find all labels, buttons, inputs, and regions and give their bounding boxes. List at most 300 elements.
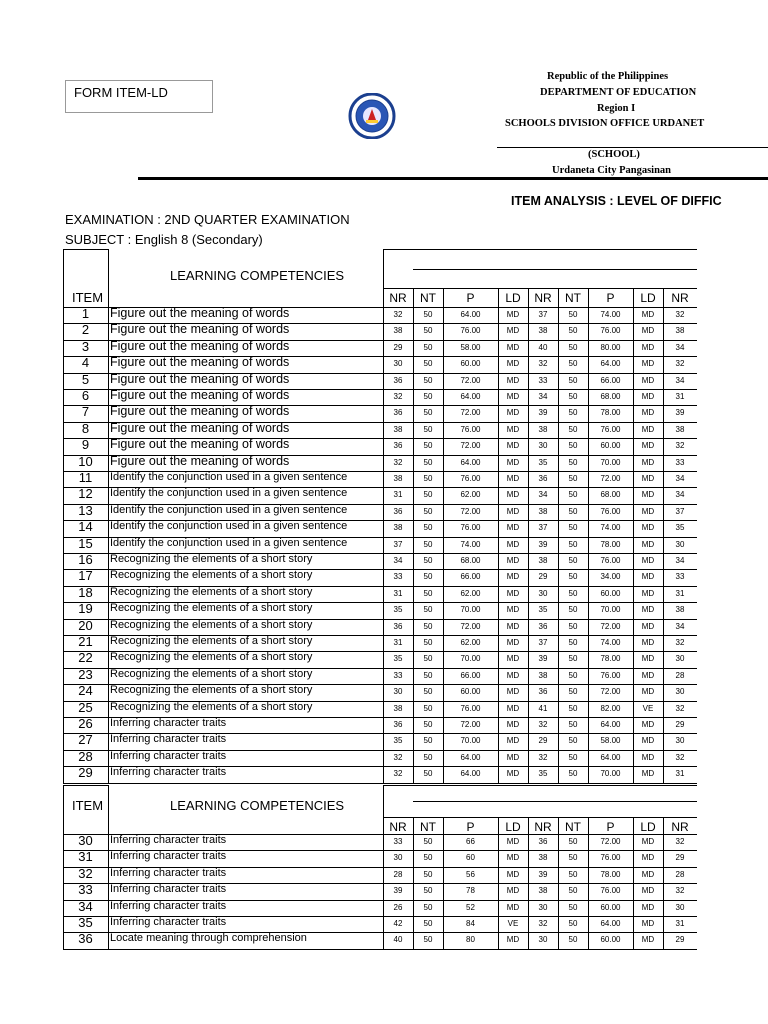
item-number: 28 bbox=[78, 748, 93, 764]
competency-text: Inferring character traits bbox=[110, 850, 227, 863]
item-number: 23 bbox=[78, 666, 93, 682]
table-cell: 35 bbox=[393, 654, 403, 664]
table-cell: 82.00 bbox=[600, 703, 621, 713]
item-number: 21 bbox=[78, 634, 93, 649]
table-cell: MD bbox=[641, 392, 655, 401]
table-cell: 64.00 bbox=[600, 752, 621, 762]
table-cell: 50 bbox=[423, 687, 433, 697]
table-cell: MD bbox=[641, 736, 655, 746]
table-cell: 38 bbox=[538, 670, 548, 680]
table-cell: 62.00 bbox=[460, 490, 481, 500]
table-cell: 50 bbox=[568, 408, 578, 418]
table-cell: MD bbox=[506, 670, 520, 680]
table-cell: 29 bbox=[675, 720, 685, 729]
table-cell: 72.00 bbox=[460, 621, 481, 631]
table-cell: 50 bbox=[423, 408, 433, 418]
item-number: 6 bbox=[81, 388, 90, 403]
table-cell: MD bbox=[506, 392, 520, 401]
table-cell: 50 bbox=[568, 703, 578, 713]
competency-text: Figure out the meaning of words bbox=[110, 437, 290, 452]
table-cell: MD bbox=[506, 869, 520, 879]
table-cell: 72.00 bbox=[460, 720, 481, 729]
table-cell: 58.00 bbox=[460, 342, 481, 352]
table-cell: 68.00 bbox=[600, 490, 621, 500]
table-cell: 62.00 bbox=[460, 638, 481, 647]
table-cell: 50 bbox=[568, 736, 578, 746]
competency-text: Figure out the meaning of words bbox=[110, 322, 290, 337]
competency-text: Inferring character traits bbox=[110, 749, 227, 762]
table-cell: 40 bbox=[393, 935, 403, 945]
item-number: 12 bbox=[78, 486, 93, 502]
table-cell: MD bbox=[641, 474, 655, 483]
school-location: Urdaneta City Pangasinan bbox=[552, 165, 672, 176]
table-cell: 50 bbox=[423, 523, 433, 533]
table-cell: 78.00 bbox=[600, 869, 621, 879]
table-cell: 50 bbox=[568, 869, 578, 879]
table-cell: 34 bbox=[393, 556, 403, 565]
deped-seal-icon bbox=[337, 93, 407, 139]
competency-text: Identify the conjunction used in a given sentence bbox=[110, 503, 348, 516]
item-number: 13 bbox=[78, 502, 93, 518]
table-cell: MD bbox=[506, 638, 520, 647]
table-cell: MD bbox=[641, 408, 655, 418]
competency-text: Figure out the meaning of words bbox=[110, 420, 290, 435]
column-header: LD bbox=[640, 291, 656, 305]
item-number: 26 bbox=[78, 716, 93, 731]
table-cell: 33 bbox=[675, 457, 685, 467]
table-cell: 50 bbox=[568, 853, 578, 863]
table-cell: 36 bbox=[538, 474, 548, 483]
competency-text: Recognizing the elements of a short story bbox=[110, 651, 313, 664]
table-cell: 70.00 bbox=[460, 654, 481, 664]
table-cell: 32 bbox=[393, 769, 403, 779]
table-cell: 28 bbox=[675, 670, 685, 680]
table-cell: MD bbox=[641, 375, 655, 385]
column-header: P bbox=[466, 820, 475, 834]
table-cell: 36 bbox=[393, 375, 403, 385]
table-cell: MD bbox=[506, 506, 520, 516]
competency-text: Inferring character traits bbox=[110, 717, 227, 729]
table-cell: 34 bbox=[675, 342, 685, 352]
table-cell: 39 bbox=[538, 654, 548, 664]
table-cell: 38 bbox=[538, 326, 548, 336]
table-cell: 76.00 bbox=[460, 474, 481, 483]
table-cell: 37 bbox=[393, 539, 403, 549]
table-cell: MD bbox=[506, 556, 520, 565]
item-number: 17 bbox=[78, 568, 93, 584]
column-header: P bbox=[466, 291, 475, 305]
item-number: 34 bbox=[78, 898, 93, 914]
table-cell: 50 bbox=[423, 392, 433, 401]
table-cell: 34 bbox=[675, 375, 685, 385]
table-cell: 80.00 bbox=[600, 342, 621, 352]
table-cell: VE bbox=[507, 919, 519, 928]
table-cell: MD bbox=[506, 572, 520, 582]
table-cell: MD bbox=[641, 720, 655, 729]
table-cell: 70.00 bbox=[600, 769, 621, 779]
table-cell: 36 bbox=[538, 837, 548, 846]
header-line1: Republic of the Philippines bbox=[547, 71, 669, 82]
table-cell: MD bbox=[506, 621, 520, 631]
table-cell: 78 bbox=[466, 886, 475, 896]
competency-text: Figure out the meaning of words bbox=[110, 371, 290, 386]
table-cell: 30 bbox=[675, 539, 685, 549]
item-number: 25 bbox=[78, 699, 93, 715]
table-cell: 50 bbox=[423, 670, 433, 680]
table-cell: 50 bbox=[423, 654, 433, 664]
table-cell: MD bbox=[506, 703, 520, 713]
header-line4: SCHOOLS DIVISION OFFICE URDANET bbox=[505, 118, 705, 129]
table-cell: MD bbox=[506, 605, 520, 615]
table-cell: 76.00 bbox=[600, 424, 621, 434]
item-number: 14 bbox=[78, 519, 93, 535]
table-cell: 66.00 bbox=[600, 375, 621, 385]
item-number: 30 bbox=[78, 833, 93, 848]
table-cell: 50 bbox=[423, 375, 433, 385]
column-header: NR bbox=[671, 291, 689, 305]
table-cell: 72.00 bbox=[460, 441, 481, 451]
table-cell: 38 bbox=[538, 853, 548, 863]
item-number: 4 bbox=[81, 355, 90, 371]
table-cell: 38 bbox=[675, 326, 685, 336]
table-cell: MD bbox=[506, 441, 520, 451]
item-header: ITEM bbox=[72, 290, 104, 305]
table-cell: 50 bbox=[423, 342, 433, 352]
item-number: 8 bbox=[81, 420, 90, 436]
table-cell: 42 bbox=[393, 919, 403, 928]
table-cell: 38 bbox=[393, 326, 403, 336]
table-cell: 72.00 bbox=[600, 474, 621, 483]
table-cell: 35 bbox=[393, 605, 403, 615]
grid-line bbox=[63, 949, 697, 950]
table-cell: 29 bbox=[393, 342, 403, 352]
table-cell: MD bbox=[506, 523, 520, 533]
table-cell: 74.00 bbox=[600, 310, 621, 319]
analysis-title: ITEM ANALYSIS : LEVEL OF DIFFIC bbox=[511, 194, 722, 208]
exam-line: EXAMINATION : 2ND QUARTER EXAMINATION bbox=[65, 212, 350, 227]
column-header: NR bbox=[671, 820, 689, 834]
table-cell: MD bbox=[641, 441, 655, 451]
table-cell: 34.00 bbox=[600, 572, 621, 582]
table-cell: 50 bbox=[423, 769, 433, 779]
grid-line bbox=[383, 817, 697, 818]
table-cell: 50 bbox=[568, 490, 578, 500]
item-number: 18 bbox=[78, 584, 93, 600]
table-cell: 76.00 bbox=[600, 670, 621, 680]
table-cell: 29 bbox=[538, 736, 548, 746]
subject-line: SUBJECT : English 8 (Secondary) bbox=[65, 232, 263, 247]
item-header: ITEM bbox=[72, 798, 104, 813]
table-cell: 50 bbox=[423, 506, 433, 516]
table-cell: 66.00 bbox=[460, 670, 481, 680]
table-cell: 50 bbox=[568, 523, 578, 533]
table-cell: MD bbox=[641, 310, 655, 319]
table-cell: 50 bbox=[423, 605, 433, 615]
table-cell: 50 bbox=[568, 752, 578, 762]
competency-text: Inferring character traits bbox=[110, 834, 227, 846]
competency-text: Figure out the meaning of words bbox=[110, 404, 290, 419]
table-cell: 80 bbox=[466, 935, 475, 945]
table-cell: 76.00 bbox=[460, 326, 481, 336]
table-cell: MD bbox=[641, 523, 655, 533]
table-cell: 30 bbox=[538, 935, 548, 945]
item-number: 1 bbox=[81, 306, 90, 321]
table-cell: 58.00 bbox=[600, 736, 621, 746]
table-cell: 33 bbox=[393, 837, 403, 846]
table-cell: 31 bbox=[675, 392, 685, 401]
table-cell: 34 bbox=[675, 621, 685, 631]
column-header: NR bbox=[534, 820, 552, 834]
divider bbox=[138, 177, 768, 180]
table-cell: MD bbox=[506, 588, 520, 598]
column-header: P bbox=[606, 291, 615, 305]
item-number: 2 bbox=[81, 322, 90, 338]
table-cell: 60.00 bbox=[600, 935, 621, 945]
table-cell: 35 bbox=[538, 457, 548, 467]
table-cell: 50 bbox=[568, 441, 578, 451]
competency-text: Figure out the meaning of words bbox=[110, 306, 290, 320]
table-cell: 50 bbox=[423, 869, 433, 879]
column-header: NR bbox=[389, 291, 407, 305]
table-cell: 36 bbox=[538, 687, 548, 697]
table-cell: 60.00 bbox=[600, 902, 621, 912]
table-cell: 60 bbox=[466, 853, 475, 863]
table-cell: 32 bbox=[538, 752, 548, 762]
table-cell: 35 bbox=[538, 605, 548, 615]
table-cell: 32 bbox=[675, 638, 685, 647]
table-cell: 72.00 bbox=[600, 687, 621, 697]
table-cell: 33 bbox=[393, 572, 403, 582]
table-cell: 50 bbox=[423, 588, 433, 598]
table-cell: 30 bbox=[675, 654, 685, 664]
item-number: 36 bbox=[78, 931, 93, 947]
table-cell: 50 bbox=[568, 474, 578, 483]
table-cell: 64.00 bbox=[600, 919, 621, 928]
table-cell: 64.00 bbox=[600, 720, 621, 729]
table-cell: 38 bbox=[538, 424, 548, 434]
column-header: LD bbox=[505, 820, 521, 834]
column-header: NT bbox=[565, 291, 581, 305]
table-cell: 70.00 bbox=[600, 457, 621, 467]
table-cell: 50 bbox=[568, 506, 578, 516]
table-cell: 31 bbox=[393, 638, 403, 647]
table-cell: MD bbox=[506, 769, 520, 779]
grid-line bbox=[413, 801, 697, 802]
table-cell: MD bbox=[641, 902, 655, 912]
table-cell: 78.00 bbox=[600, 654, 621, 664]
competency-text: Recognizing the elements of a short story bbox=[110, 684, 313, 697]
header-line3: Region I bbox=[597, 103, 636, 114]
item-number: 19 bbox=[78, 601, 93, 617]
competency-text: Recognizing the elements of a short story bbox=[110, 700, 313, 713]
table-cell: MD bbox=[641, 769, 655, 779]
table-cell: 39 bbox=[538, 869, 548, 879]
table-cell: 74.00 bbox=[600, 638, 621, 647]
table-cell: 50 bbox=[568, 886, 578, 896]
table-cell: 50 bbox=[423, 326, 433, 336]
table-cell: MD bbox=[506, 408, 520, 418]
table-cell: 32 bbox=[393, 310, 403, 319]
item-number: 7 bbox=[81, 404, 90, 420]
competency-text: Figure out the meaning of words bbox=[110, 355, 290, 370]
table-cell: MD bbox=[506, 886, 520, 896]
table-cell: MD bbox=[506, 539, 520, 549]
table-cell: 30 bbox=[538, 441, 548, 451]
table-cell: 62.00 bbox=[460, 588, 481, 598]
table-cell: 64.00 bbox=[460, 769, 481, 779]
table-cell: MD bbox=[506, 310, 520, 319]
item-number: 35 bbox=[78, 915, 93, 930]
table-cell: 36 bbox=[393, 720, 403, 729]
competency-text: Inferring character traits bbox=[110, 866, 227, 879]
competency-text: Identify the conjunction used in a given sentence bbox=[110, 487, 348, 500]
table-cell: 32 bbox=[675, 359, 685, 369]
table-cell: 64.00 bbox=[460, 392, 481, 401]
school-label: (SCHOOL) bbox=[588, 149, 640, 160]
item-number: 27 bbox=[78, 732, 93, 748]
table-cell: 32 bbox=[675, 752, 685, 762]
table-cell: 29 bbox=[538, 572, 548, 582]
table-cell: 50 bbox=[568, 769, 578, 779]
table-cell: 38 bbox=[538, 886, 548, 896]
item-number: 9 bbox=[81, 437, 90, 453]
table-cell: 50 bbox=[568, 720, 578, 729]
table-cell: MD bbox=[641, 621, 655, 631]
item-number: 3 bbox=[81, 338, 90, 354]
table-cell: 39 bbox=[393, 886, 403, 896]
table-cell: 50 bbox=[423, 752, 433, 762]
table-cell: MD bbox=[641, 670, 655, 680]
table-cell: 38 bbox=[393, 523, 403, 533]
table-cell: 31 bbox=[393, 490, 403, 500]
table-cell: 50 bbox=[423, 359, 433, 369]
table-cell: MD bbox=[641, 687, 655, 697]
table-cell: 50 bbox=[568, 902, 578, 912]
table-cell: 50 bbox=[568, 457, 578, 467]
table-cell: 36 bbox=[393, 408, 403, 418]
table-cell: MD bbox=[641, 588, 655, 598]
table-cell: MD bbox=[641, 572, 655, 582]
table-cell: 76.00 bbox=[600, 886, 621, 896]
divider bbox=[497, 147, 768, 148]
competency-text: Recognizing the elements of a short story bbox=[110, 618, 313, 631]
table-cell: 50 bbox=[423, 919, 433, 928]
table-cell: MD bbox=[506, 654, 520, 664]
table-cell: 50 bbox=[423, 902, 433, 912]
table-cell: 70.00 bbox=[460, 736, 481, 746]
table-cell: MD bbox=[506, 326, 520, 336]
table-cell: 72.00 bbox=[460, 506, 481, 516]
competency-text: Identify the conjunction used in a given sentence bbox=[110, 520, 348, 533]
table-cell: MD bbox=[506, 720, 520, 729]
table-cell: 35 bbox=[393, 736, 403, 746]
table-cell: 50 bbox=[568, 605, 578, 615]
item-number: 22 bbox=[78, 650, 93, 666]
table-cell: MD bbox=[506, 490, 520, 500]
table-cell: 50 bbox=[568, 621, 578, 631]
item-number: 33 bbox=[78, 882, 93, 898]
grid-line bbox=[413, 269, 697, 270]
table-cell: 30 bbox=[393, 687, 403, 697]
competency-text: Recognizing the elements of a short story bbox=[110, 585, 313, 598]
table-cell: 64.00 bbox=[460, 752, 481, 762]
table-cell: 50 bbox=[423, 457, 433, 467]
column-header: NT bbox=[420, 820, 436, 834]
table-cell: MD bbox=[641, 869, 655, 879]
table-cell: 50 bbox=[423, 935, 433, 945]
table-cell: 30 bbox=[393, 853, 403, 863]
grid-line bbox=[383, 785, 697, 786]
column-header: LD bbox=[505, 291, 521, 305]
table-cell: MD bbox=[641, 605, 655, 615]
table-cell: 50 bbox=[423, 556, 433, 565]
table-cell: 50 bbox=[423, 720, 433, 729]
table-cell: 72.00 bbox=[460, 375, 481, 385]
table-cell: 38 bbox=[538, 556, 548, 565]
table-cell: 40 bbox=[538, 342, 548, 352]
table-cell: 70.00 bbox=[460, 605, 481, 615]
grid-line bbox=[383, 249, 697, 250]
grid-line bbox=[63, 783, 697, 784]
table-cell: 52 bbox=[466, 902, 475, 912]
table-cell: MD bbox=[506, 736, 520, 746]
table-cell: 50 bbox=[568, 638, 578, 647]
table-cell: 38 bbox=[538, 506, 548, 516]
table-cell: 38 bbox=[675, 605, 685, 615]
item-number: 15 bbox=[78, 535, 93, 551]
table-cell: 35 bbox=[538, 769, 548, 779]
table-cell: 38 bbox=[393, 703, 403, 713]
competency-text: Recognizing the elements of a short story bbox=[110, 569, 313, 582]
table-cell: 32 bbox=[538, 919, 548, 928]
competencies-header: LEARNING COMPETENCIES bbox=[170, 798, 345, 813]
table-cell: 31 bbox=[393, 588, 403, 598]
table-cell: 72.00 bbox=[600, 621, 621, 631]
table-cell: 50 bbox=[568, 556, 578, 565]
table-cell: 50 bbox=[568, 392, 578, 401]
table-cell: 36 bbox=[393, 441, 403, 451]
table-cell: 66 bbox=[466, 837, 475, 846]
table-cell: MD bbox=[506, 474, 520, 483]
table-cell: 41 bbox=[538, 703, 548, 713]
table-cell: MD bbox=[641, 556, 655, 565]
table-cell: 38 bbox=[675, 424, 685, 434]
column-header: P bbox=[606, 820, 615, 834]
table-cell: 33 bbox=[675, 572, 685, 582]
table-cell: 50 bbox=[423, 638, 433, 647]
table-cell: 50 bbox=[423, 474, 433, 483]
item-number: 11 bbox=[78, 470, 93, 485]
form-label: FORM ITEM-LD bbox=[65, 80, 213, 113]
competencies-header: LEARNING COMPETENCIES bbox=[170, 268, 345, 283]
table-cell: 37 bbox=[538, 523, 548, 533]
table-cell: 50 bbox=[568, 539, 578, 549]
table-cell: 50 bbox=[568, 375, 578, 385]
table-cell: 50 bbox=[423, 853, 433, 863]
table-cell: MD bbox=[641, 506, 655, 516]
table-cell: 72.00 bbox=[460, 408, 481, 418]
table-cell: 32 bbox=[393, 752, 403, 762]
table-cell: 64.00 bbox=[460, 457, 481, 467]
table-cell: 36 bbox=[393, 621, 403, 631]
table-cell: 50 bbox=[423, 310, 433, 319]
table-cell: 50 bbox=[423, 424, 433, 434]
column-header: NR bbox=[534, 291, 552, 305]
grid-line bbox=[63, 785, 108, 786]
table-cell: MD bbox=[641, 853, 655, 863]
table-cell: 32 bbox=[675, 441, 685, 451]
table-cell: MD bbox=[641, 886, 655, 896]
